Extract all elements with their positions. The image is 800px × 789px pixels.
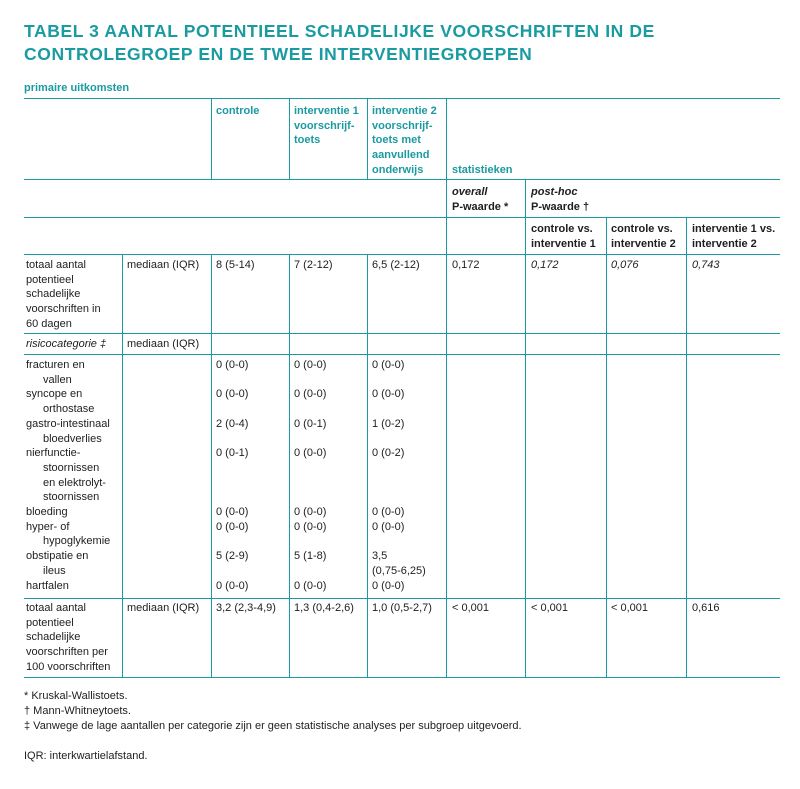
rule (24, 333, 780, 334)
cell-p-controle-vs-int2: < 0,001 (611, 602, 649, 614)
cell-measure: mediaan (IQR) (127, 602, 200, 614)
category-values-controle: 0 (0-0) 0 (0-0) 2 (0-4) 0 (0-1) 0 (0-0) 0 (0-0) 5 (2-9) 0 (0-0) (216, 359, 249, 592)
col-divider (686, 217, 687, 677)
col-divider (606, 217, 607, 677)
cell-controle: 3,2 (2,3-4,9) (216, 602, 276, 614)
cell-p-int1-vs-int2: 0,743 (692, 259, 720, 271)
list-item: fracturen en (26, 359, 85, 371)
subheading: primaire uitkomsten (24, 82, 130, 94)
cell-p-controle-vs-int1: < 0,001 (531, 602, 569, 614)
list-item: gastro-intestinaal (26, 417, 110, 430)
footnote-risicocategorie: ‡ Vanwege de lage aantallen per categorie zijn er geen statistische analyses per subgroep uitgevoerd. (24, 720, 522, 732)
col-divider (446, 98, 447, 677)
header-overall: overall P-waarde * (452, 186, 509, 213)
cell-interventie-1: 1,3 (0,4-2,6) (294, 602, 354, 614)
cell-p-controle-vs-int2: 0,076 (611, 259, 639, 271)
row-label-risicocategorie: risicocategorie ‡ (26, 338, 107, 350)
col-divider (289, 98, 290, 179)
table-title-line-1: TABEL 3 AANTAL POTENTIEEL SCHADELIJKE VOORSCHRIFTEN IN DE (24, 21, 655, 41)
header-controle-vs-interventie-1: controle vs. interventie 1 (531, 223, 596, 250)
header-controle-vs-interventie-2: controle vs. interventie 2 (611, 223, 676, 250)
rule (24, 598, 780, 599)
row-label-totaal-per-100: totaal aantal potentieel schadelijke voorschriften per 100 voorschriften (26, 602, 111, 673)
footnote-kruskal-wallis: * Kruskal-Wallistoets. (24, 690, 128, 702)
header-posthoc: post-hoc P-waarde † (531, 186, 590, 213)
cell-interventie-2: 1,0 (0,5-2,7) (372, 602, 432, 614)
cell-interventie-1: 7 (2-12) (294, 259, 333, 271)
rule (24, 98, 780, 99)
col-divider (525, 179, 526, 677)
cell-interventie-2: 6,5 (2-12) (372, 259, 420, 271)
header-controle: controle (216, 105, 260, 117)
list-item: hyper- of (26, 520, 70, 533)
col-divider (211, 98, 212, 179)
header-interventie-1: interventie 1 voorschrijf- toets (294, 105, 359, 147)
rule (24, 217, 780, 218)
header-interventie-1-vs-interventie-2: interventie 1 vs. interventie 2 (692, 223, 776, 250)
table-title-line-2: CONTROLEGROEP EN DE TWEE INTERVENTIEGROEPEN (24, 44, 533, 64)
category-labels: fracturen en vallen syncope en orthostase gastro-intestinaal bloedverlies nierfunctie- stoornissen en elektrolyt- stoornissen bloeding hyper- of hypoglykemie obstipatie en ileus hartfalen (26, 359, 111, 592)
col-divider (367, 98, 368, 179)
list-item: hartfalen (26, 579, 69, 592)
col-divider (367, 254, 368, 677)
cell-measure: mediaan (IQR) (127, 259, 200, 271)
list-item: syncope en (26, 388, 83, 401)
col-divider (289, 254, 290, 677)
list-item: bloeding (26, 506, 68, 519)
cell-controle: 8 (5-14) (216, 259, 255, 271)
cell-measure: mediaan (IQR) (127, 338, 200, 350)
rule (24, 354, 780, 355)
cell-overall-p: < 0,001 (452, 602, 490, 614)
rule (24, 254, 780, 255)
rule (24, 677, 780, 678)
header-statistieken: statistieken (452, 164, 513, 176)
rule (24, 179, 780, 180)
footnote-mann-whitney: † Mann-Whitneytoets. (24, 705, 131, 717)
header-interventie-2: interventie 2 voorschrijf- toets met aanvullend onderwijs (372, 105, 437, 176)
list-item: nierfunctie- (26, 447, 81, 460)
col-divider (211, 254, 212, 677)
table-title (24, 20, 784, 66)
category-values-interventie-2: 0 (0-0) 0 (0-0) 1 (0-2) 0 (0-2) 0 (0-0) 0 (0-0) 3,5 (0,75-6,25) 0 (0-0) (372, 359, 426, 592)
list-item: obstipatie en (26, 550, 89, 563)
footnote-iqr: IQR: interkwartielafstand. (24, 750, 148, 762)
cell-p-int1-vs-int2: 0,616 (692, 602, 720, 614)
category-values-interventie-1: 0 (0-0) 0 (0-0) 0 (0-1) 0 (0-0) 0 (0-0) 0 (0-0) 5 (1-8) 0 (0-0) (294, 359, 327, 592)
cell-overall-p: 0,172 (452, 259, 480, 271)
col-divider (122, 254, 123, 677)
cell-p-controle-vs-int1: 0,172 (531, 259, 559, 271)
row-label-totaal-60-dagen: totaal aantal potentieel schadelijke voorschriften in 60 dagen (26, 259, 101, 330)
